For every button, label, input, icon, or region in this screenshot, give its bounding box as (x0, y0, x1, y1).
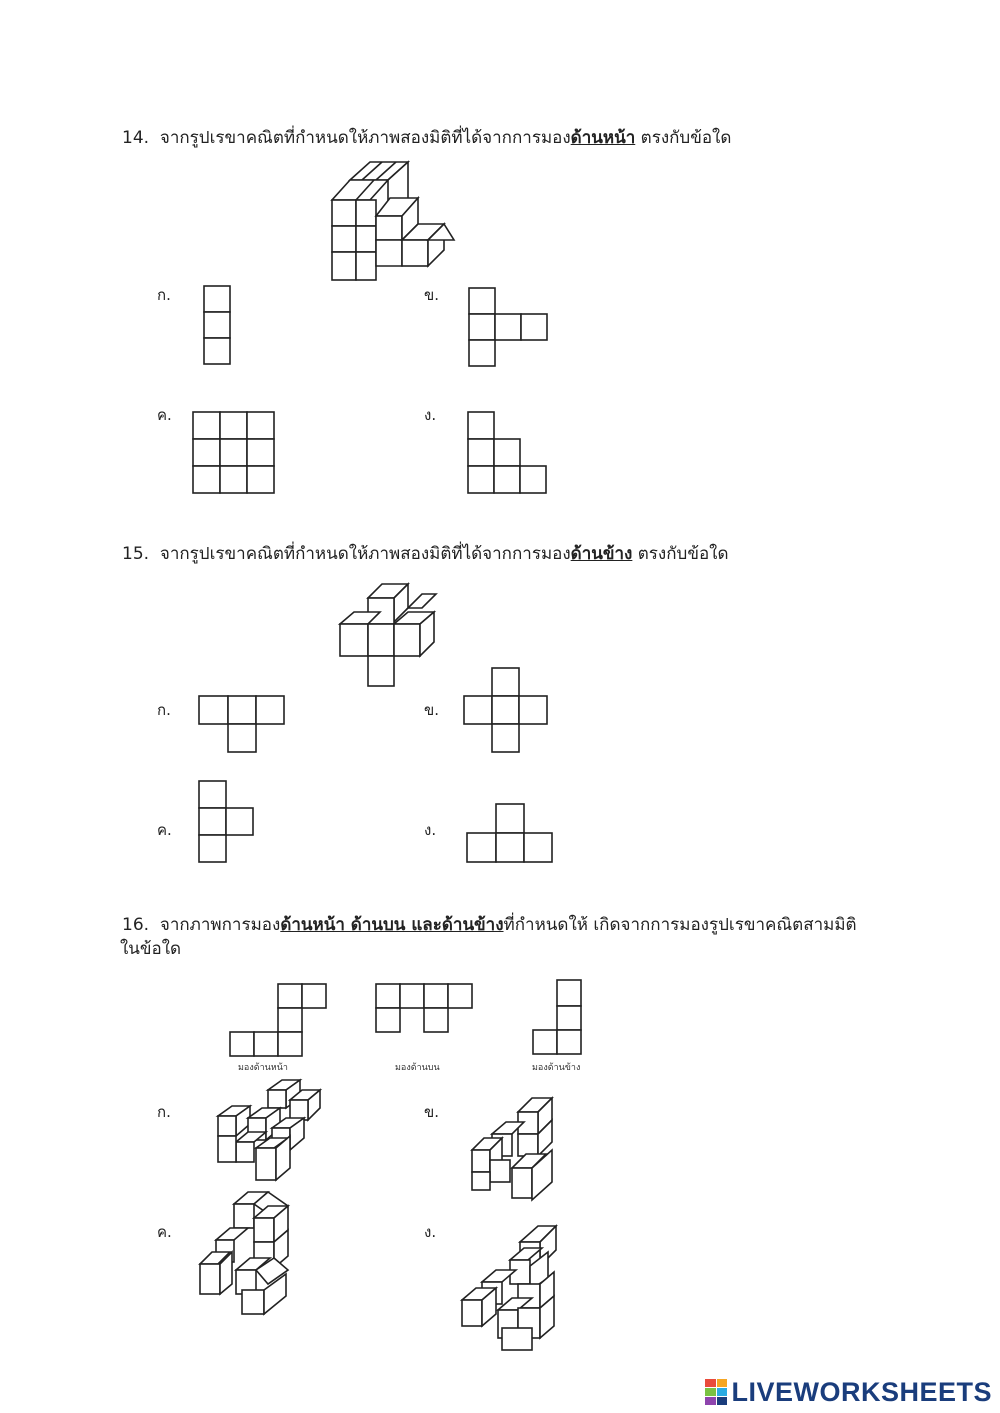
q16-option-a-figure[interactable] (214, 1078, 326, 1184)
top-view-caption: มองด้านบน (395, 1063, 440, 1073)
q16-option-b-figure[interactable] (466, 1092, 564, 1210)
q15-3d-figure (336, 580, 448, 690)
q15-option-c-label[interactable]: ค. (157, 821, 172, 839)
question-text: จากรูปเรขาคณิตที่กำหนดให้ภาพสองมิติที่ได้จากการมอง (159, 128, 571, 148)
logo-text: LIVEWORKSHEETS (731, 1376, 992, 1407)
q15-option-d-figure[interactable] (466, 803, 556, 865)
q16-option-a-label[interactable]: ก. (157, 1103, 171, 1121)
q15-option-c-figure[interactable] (198, 780, 256, 864)
q14-option-c-figure[interactable] (192, 411, 276, 495)
question-text: จากรูปเรขาคณิตที่กำหนดให้ภาพสองมิติที่ได้จากการมอง (159, 544, 571, 564)
q14-option-b-label[interactable]: ข. (424, 286, 440, 304)
q15-option-d-label[interactable]: ง. (424, 821, 437, 839)
question-14 (122, 126, 731, 150)
q16-option-b-label[interactable]: ข. (424, 1103, 440, 1121)
q16-option-c-label[interactable]: ค. (157, 1223, 172, 1241)
question-keyword: ด้านหน้า ด้านบน และด้านข้าง (280, 915, 504, 935)
question-15 (122, 542, 729, 566)
question-text-line2: ในข้อใด (120, 939, 182, 959)
q14-3d-figure (328, 158, 458, 283)
q14-option-c-label[interactable]: ค. (157, 406, 172, 424)
liveworksheets-logo (705, 1377, 992, 1407)
question-keyword: ด้านข้าง (570, 544, 633, 564)
q14-option-d-label[interactable]: ง. (424, 406, 437, 424)
q15-option-a-figure[interactable] (198, 695, 288, 755)
front-view-caption: มองด้านหน้า (238, 1063, 288, 1073)
q15-option-b-figure[interactable] (463, 667, 551, 755)
side-view-caption: มองด้านข้าง (532, 1063, 581, 1073)
question-16 (122, 913, 857, 961)
q15-option-b-label[interactable]: ข. (424, 701, 440, 719)
question-number: 16. (122, 915, 150, 935)
question-text-end: ตรงกับข้อใด (632, 544, 729, 564)
q16-top-view (375, 982, 475, 1074)
question-number: 15. (122, 544, 150, 564)
q15-option-a-label[interactable]: ก. (157, 701, 171, 719)
q16-front-view (228, 982, 330, 1074)
q14-option-a-figure[interactable] (203, 285, 233, 365)
q16-option-c-figure[interactable] (198, 1190, 296, 1318)
q16-side-view (530, 978, 590, 1074)
q14-option-a-label[interactable]: ก. (157, 286, 171, 304)
question-text-end: ตรงกับข้อใด (635, 128, 732, 148)
q16-option-d-figure[interactable] (458, 1220, 566, 1356)
q14-option-d-figure[interactable] (467, 411, 549, 495)
question-keyword: ด้านหน้า (570, 128, 636, 148)
logo-mark-icon (705, 1379, 727, 1405)
question-text-end: ที่กำหนดให้ เกิดจากการมองรูปเรขาคณิตสามมิติ (503, 915, 857, 935)
question-number: 14. (122, 128, 150, 148)
question-text: จากภาพการมอง (159, 915, 281, 935)
q14-option-b-figure[interactable] (468, 287, 550, 367)
q16-option-d-label[interactable]: ง. (424, 1223, 437, 1241)
